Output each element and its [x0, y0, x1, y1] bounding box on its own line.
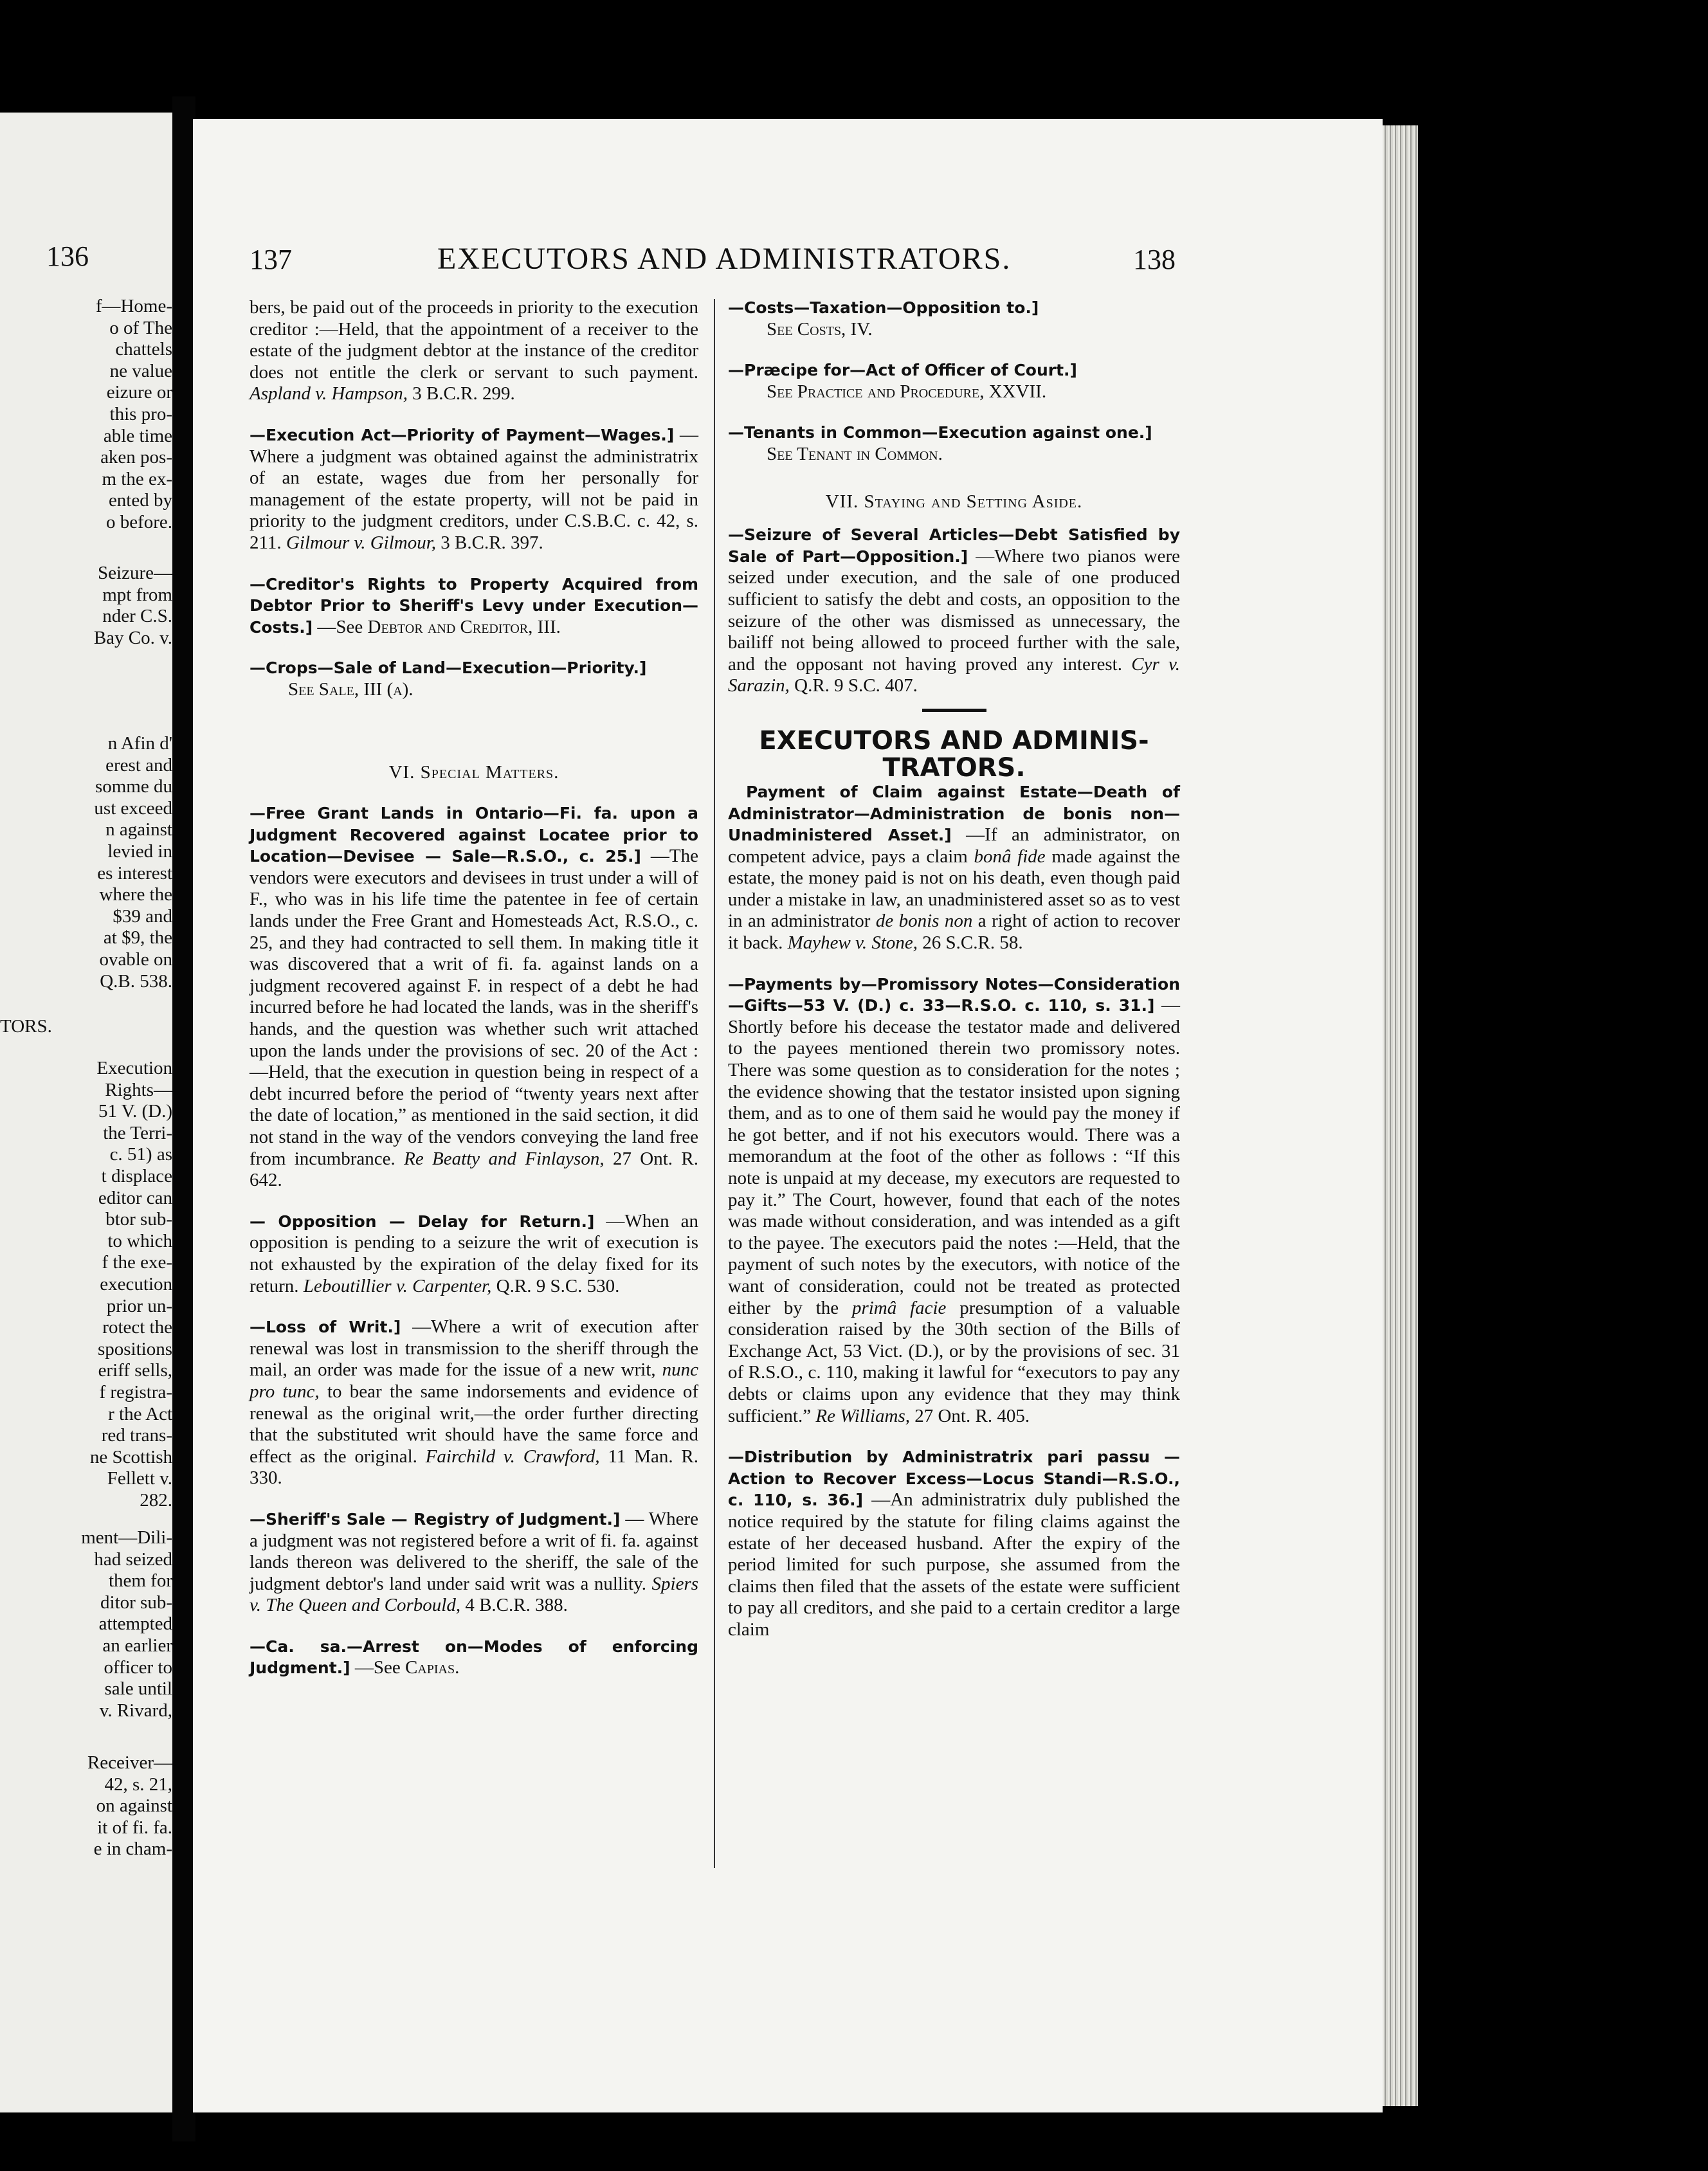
- fragment-line: f—Home-: [95, 296, 172, 316]
- cross-reference: Capias.: [404, 1657, 460, 1678]
- fragment-line: Seizure—: [98, 563, 172, 583]
- case-citation: Mayhew v. Stone,: [787, 932, 918, 954]
- report-citation: 27 Ont. R. 642.: [250, 1148, 698, 1191]
- fragment-line: Bay Co. v.: [93, 627, 172, 648]
- column-right: [728, 297, 1180, 1640]
- entry-costs: [728, 297, 1180, 319]
- cross-reference: See Sale, III (a).: [288, 678, 413, 700]
- running-head: EXECUTORS AND ADMINISTRATORS.: [437, 242, 1012, 276]
- fragment-line: on against: [96, 1795, 172, 1817]
- entry-loss-of-writ: [250, 1316, 698, 1489]
- fragment-line: Rights—: [105, 1079, 172, 1100]
- entry-heading: —Distribution by Administratrix pari passu —Action to Recover Excess—Locus Standi—R.S.O., c. 110, s. 36.]: [728, 1448, 1180, 1510]
- fragment-line: Receiver—: [87, 1752, 172, 1773]
- fragment-line: at $9, the: [103, 927, 172, 949]
- fragment-line: Q.B. 538.: [100, 970, 172, 992]
- fragment-line: n against: [105, 819, 172, 840]
- fragment-line: nder C.S.: [102, 606, 172, 627]
- fragment-line: it of fi. fa.: [97, 1817, 172, 1838]
- entry-heading: —Loss of Writ.]: [250, 1318, 401, 1337]
- entry-text: made against the estate, the money paid is not on his death, even though paid under a mistake in law, an unadministered asset so as to vest in an administrator: [728, 846, 1181, 932]
- case-citation: Cyr v. Sarazin,: [728, 653, 1180, 696]
- fragment-line: mpt from: [102, 584, 172, 605]
- fragment-line: the Terri-: [103, 1122, 172, 1143]
- entry-heading: —Payments by—Promissory Notes—Consideration—Gifts—53 V. (D.) c. 33—R.S.O. c. 110, s. 31.]: [728, 974, 1180, 1015]
- section-heading-vi: VI. Special Matters.: [388, 761, 559, 783]
- entry-text: —Where a judgment was obtained against the administratrix of an estate, wages due from her personally for management of the estate property, will not be paid in priority to the judgment creditors, under C.S.B.C. c. 42, s. 211.: [250, 424, 699, 553]
- column-left: [250, 297, 698, 1679]
- case-citation: Gilmour v. Gilmour,: [286, 532, 437, 553]
- section-divider: [922, 709, 986, 712]
- entry-text: —Where two pianos were seized under execution, and the sale of one produced sufficient to satisfy the debt and costs, an opposition to the seizure of the other was dismissed as unnecessary, the bailiff not being allowed to proceed further with the sale, and the opposant not having proved any interest.: [728, 545, 1180, 675]
- fragment-line: chattels: [115, 339, 172, 360]
- fragment-line: 282.: [140, 1489, 172, 1511]
- entry-heading: —Crops—Sale of Land—Execution—Priority.]: [250, 659, 647, 678]
- entry-tenants-in-common: [728, 422, 1180, 444]
- fragment-line: r the Act: [108, 1403, 172, 1424]
- entry-opposition: [250, 1211, 698, 1297]
- fragment-line: ust exceed: [94, 797, 172, 819]
- entry-heading: —Tenants in Common—Execution against one.]: [728, 423, 1152, 442]
- fragment-line: 51 V. (D.): [98, 1101, 172, 1122]
- left-fragment-block-4: [0, 1016, 172, 1038]
- entry-text: —An administratrix duly published the notice required by the statute for filing claims against the estate of her deceased husband. After the expiry of the period limited for such purpose, she assumed from the claims then filed that the assets of the estate were sufficient to pay all creditors, and she paid to a certain creditor a large claim: [728, 1489, 1181, 1640]
- fragment-line: ented by: [108, 490, 172, 511]
- book-spine: [172, 96, 195, 2141]
- cross-reference: Debtor and Creditor, III.: [367, 616, 561, 637]
- entry-free-grant-lands: [250, 803, 698, 1192]
- left-fragment-block-6: [0, 1527, 172, 1721]
- entry-text: —See: [354, 1657, 401, 1678]
- left-fragment-block-2: [0, 563, 172, 649]
- fragment-line: f registra-: [99, 1381, 172, 1403]
- entry-heading: —Præcipe for—Act of Officer of Court.]: [728, 361, 1077, 380]
- fragment-line: o of The: [109, 317, 172, 338]
- fragment-line: erest and: [105, 754, 172, 776]
- fragment-line: eriff sells,: [98, 1360, 172, 1381]
- case-citation: Leboutillier v. Carpenter,: [303, 1275, 492, 1296]
- fragment-line: prior un-: [106, 1295, 172, 1316]
- fragment-line: btor sub-: [105, 1209, 172, 1230]
- entry-distribution-by-administratrix: [728, 1446, 1180, 1640]
- report-citation: 4 B.C.R. 388.: [465, 1595, 568, 1616]
- entry-heading: Payment of Claim against Estate—Death of Administrator—Administration de bonis non—Unadministered Asset.]: [728, 782, 1180, 845]
- report-citation: 27 Ont. R. 405.: [914, 1405, 1030, 1426]
- fragment-line: execution: [100, 1273, 172, 1294]
- fragment-line: attempted: [98, 1613, 172, 1635]
- cross-reference: See Costs, IV.: [767, 318, 873, 340]
- latin-phrase: bonâ fide: [974, 846, 1046, 867]
- fragment-line: ditor sub-: [100, 1592, 172, 1613]
- fragment-line: able time: [103, 425, 172, 446]
- entry-text: —See: [317, 616, 363, 637]
- fragment-line: Fellett v.: [107, 1468, 172, 1489]
- entry-heading: —Free Grant Lands in Ontario—Fi. fa. upon a Judgment Recovered against Locatee prior to Location—Devisee — Sale—R.S.O., c. 25.]: [250, 804, 698, 866]
- left-fragment-block-3: [0, 733, 172, 992]
- case-citation: Re Williams,: [815, 1405, 910, 1426]
- section-heading-vii: VII. Staying and Setting Aside.: [825, 491, 1083, 512]
- left-page-fragment: [0, 113, 172, 2112]
- entry-text: presumption of a valuable consideration raised by the 30th section of the Bills of Exchange Act, 53 Vict. (D.), or by the provisions of sec. 31 of R.S.O., c. 110, making it lawful for “executors to pay any debts or claims upon any evidence that they may think sufficient.”: [728, 1297, 1181, 1426]
- entry-text: —If an administrator, on competent advice, pays a claim: [728, 824, 1181, 867]
- page-number-138: 138: [1133, 244, 1176, 275]
- fragment-line: officer to: [104, 1657, 172, 1678]
- fragment-line: an earlier: [102, 1635, 172, 1656]
- entry-text: — Shortly before his decease the testator made and delivered to the payees mentioned therein two promissory notes. There was some question as to consideration for the notes ; the evidence showing that the testator insisted upon signing them, and as to one of them said he would pay the money if he got better, and if not his executors would. There was a memorandum at the foot of the other as follows : “If this note is unpaid at my decease, my executors are requested to pay it.” The Court, however, found that each of the notes was made without consideration, and was intended as a gift to the payee. The executors paid the notes :—Held, that the payment of such notes by the executors, with notice of the want of consideration, could not be treated as protected either by the: [728, 995, 1180, 1318]
- fragment-line: this pro-: [109, 403, 172, 424]
- entry-payment-of-claim: [728, 781, 1180, 954]
- fragment-line: es interest: [97, 862, 172, 884]
- report-citation: Q.R. 9 S.C. 530.: [496, 1275, 620, 1296]
- cross-reference: See Tenant in Common.: [767, 443, 943, 464]
- entry-payments-promissory-notes: [728, 974, 1180, 1427]
- entry-text: a right of action to recover it back.: [728, 911, 1180, 954]
- fragment-line: sale until: [104, 1678, 172, 1700]
- case-citation: Aspland v. Hampson,: [250, 383, 408, 404]
- fragment-line: rotect the: [102, 1317, 172, 1338]
- page-number-137: 137: [250, 244, 292, 275]
- fragment-line: ment—Dili-: [81, 1527, 172, 1548]
- page-edges: [1383, 125, 1418, 2106]
- report-citation: 3 B.C.R. 299.: [412, 383, 515, 404]
- fragment-line: m the ex-: [102, 468, 172, 489]
- fragment-line: them for: [108, 1570, 172, 1592]
- left-fragment-block-5: [0, 1058, 172, 1511]
- entry-execution-act: [250, 424, 698, 554]
- fragment-line: Execution: [96, 1058, 172, 1078]
- entry-heading: — Opposition — Delay for Return.]: [250, 1212, 595, 1231]
- report-citation: 3 B.C.R. 397.: [441, 532, 543, 553]
- report-citation: Q.R. 9 S.C. 407.: [794, 675, 918, 696]
- entry-text: to bear the same indorsements and evidence of renewal as the original writ,—the order further directing that the substituted writ should have the same force and effect as the original.: [250, 1381, 699, 1467]
- entry-crops: [250, 657, 698, 679]
- fragment-line: levied in: [107, 840, 172, 862]
- fragment-line: aken pos-: [100, 447, 172, 468]
- entry-sheriffs-sale: [250, 1509, 698, 1617]
- entry-heading: —Execution Act—Priority of Payment—Wages.]: [250, 425, 675, 444]
- entry-creditors-rights: [250, 574, 698, 639]
- latin-phrase: primâ facie: [851, 1297, 947, 1318]
- fragment-line: ovable on: [99, 949, 172, 970]
- fragment-line: eizure or: [106, 382, 172, 403]
- fragment-line: o before.: [105, 511, 172, 532]
- title-executors-and-administrators: EXECUTORS AND ADMINIS- TRATORS.: [759, 725, 1149, 783]
- fragment-line: somme du: [95, 776, 172, 797]
- entry-ca-sa: [250, 1636, 698, 1679]
- report-citation: 26 S.C.R. 58.: [922, 932, 1023, 954]
- entry-text: —When an opposition is pending to a seizure the writ of execution is not exhausted by the expiration of the delay fixed for its return.: [250, 1210, 698, 1296]
- entry-heading: —Creditor's Rights to Property Acquired from Debtor Prior to Sheriff's Levy under Execution—Costs.]: [250, 574, 698, 637]
- fragment-line: 42, s. 21,: [104, 1774, 172, 1795]
- fragment-line: t displace: [101, 1165, 172, 1186]
- cross-reference: See Practice and Procedure, XXVII.: [767, 381, 1047, 402]
- entry-heading: —Sheriff's Sale — Registry of Judgment.]: [250, 1509, 621, 1529]
- fragment-line: where the: [99, 884, 172, 905]
- latin-phrase: nunc pro tunc,: [250, 1359, 698, 1402]
- case-citation: Fairchild v. Crawford,: [425, 1446, 600, 1467]
- fragment-line: ne Scottish: [89, 1446, 172, 1467]
- fragment-line: f the exe-: [102, 1252, 172, 1273]
- entry-heading: —Ca. sa.—Arrest on—Modes of enforcing Judgment.]: [250, 1637, 698, 1678]
- fragment-line: n Afin d': [107, 733, 172, 754]
- fragment-line: TORS.: [0, 1016, 52, 1037]
- latin-phrase: de bonis non: [875, 911, 973, 932]
- entry-heading: —Seizure of Several Articles—Debt Satisfied by Sale of Part—Opposition.]: [728, 525, 1180, 566]
- fragment-line: ne value: [109, 360, 172, 381]
- fragment-line: spositions: [97, 1338, 172, 1359]
- entry-text: — Where a judgment was not registered before a writ of fi. fa. against lands thereon was delivered to the sheriff, the sale of the judgment debtor's land under said writ was a nullity.: [250, 1508, 699, 1594]
- fragment-line: c. 51) as: [109, 1144, 172, 1165]
- fragment-line: e in cham-: [93, 1839, 172, 1860]
- entry-text: —The vendors were executors and devisees in trust under a will of F., who was in his life time the patentee in fee of certain lands under the Free Grant and Homesteads Act, R.S.O., c. 25, and they had contracted to sell them. In making title it was discovered that a writ of fi. fa. against lands on a judgment recovered against F. in respect of a debt he had incurred before he had located the lands, was in the sheriff's hands, and the question was whether such writ attached upon the lands under the provisions of sec. 20 of the Act :—Held, that the execution in question being in respect of a debt incurred before the period of “twenty years next after the date of location,” as mentioned in the said section, it did not stand in the way of the vendors conveying the land free from incumbrance.: [250, 846, 698, 1169]
- fragment-line: editor can: [98, 1187, 172, 1208]
- left-fragment-block-7: [0, 1752, 172, 1860]
- fragment-line: to which: [107, 1230, 172, 1251]
- case-citation: Re Beatty and Finlayson,: [404, 1148, 604, 1169]
- entry-text: —Where a writ of execution after renewal was lost in transmission to the sheriff through the mail, an order was made for the issue of a new writ,: [250, 1316, 699, 1381]
- entry-text: bers, be paid out of the proceeds in priority to the execution creditor :—Held, that the appointment of a receiver to the estate of the judgment debtor at the instance of the creditor does not entitle the clerk or servant to such payment.: [250, 297, 698, 383]
- entry-heading: —Costs—Taxation—Opposition to.]: [728, 298, 1039, 317]
- case-citation: Spiers v. The Queen and Corbould,: [250, 1573, 699, 1616]
- fragment-line: red trans-: [101, 1425, 172, 1446]
- report-citation: 11 Man. R. 330.: [250, 1446, 698, 1489]
- fragment-line: v. Rivard,: [99, 1700, 172, 1721]
- fragment-line: $39 and: [113, 905, 172, 927]
- entry-praecipe: [728, 359, 1180, 381]
- left-page-number: 136: [46, 241, 89, 272]
- column-rule: [714, 299, 715, 1868]
- left-fragment-block-1: [0, 296, 172, 534]
- entry-seizure-several-articles: [728, 524, 1180, 697]
- fragment-line: had seized: [94, 1549, 172, 1570]
- entry-receiver-continued: [250, 297, 698, 405]
